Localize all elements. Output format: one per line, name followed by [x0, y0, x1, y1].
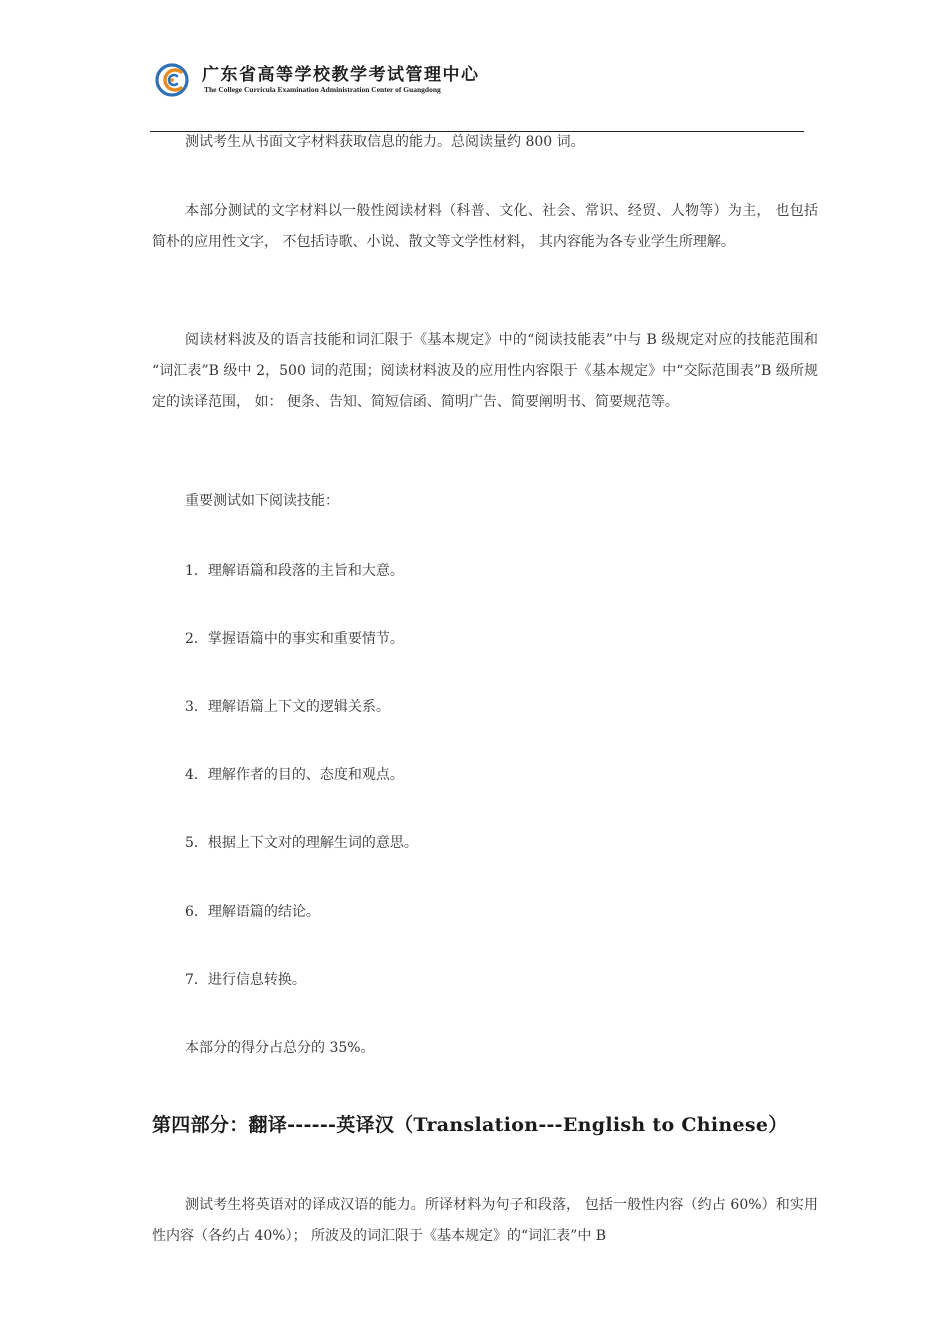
organization-name-en: The College Curricula Examination Administration Center of Guangdong [204, 85, 441, 94]
paragraph-reading-scope: 阅读材料波及的语言技能和词汇限于《基本规定》中的“阅读技能表”中与 B 级规定对应的技能范围和 “词汇表”B 级中 2，500 词的范围；阅读材料波及的应用性内容限于《基本规定》中“交际范围表”B 级所规定的读译范围， 如： 便条、告知、简短信函、简明广告、简要阐明书、简要规范等。 [152, 332, 818, 410]
letterhead [150, 58, 810, 108]
skill-list-item: 7．进行信息转换。 [185, 972, 306, 988]
skill-list-item: 5．根据上下文对的理解生词的意思。 [185, 835, 418, 851]
paragraph-reading-materials: 本部分测试的文字材料以一般性阅读材料（科普、文化、社会、常识、经贸、人物等）为主， 也包括简朴的应用性文字， 不包括诗歌、小说、散文等文学性材料， 其内容能为各专业学生所理解。 [152, 203, 818, 250]
section-heading-translation: 第四部分：翻译------英译汉（Translation---English to Chinese） [152, 1114, 788, 1136]
organization-name-cn: 广东省高等学校教学考试管理中心 [202, 65, 480, 85]
skill-list-item: 2．掌握语篇中的事实和重要情节。 [185, 631, 404, 647]
skill-list-item: 4．理解作者的目的、态度和观点。 [185, 767, 404, 783]
paragraph-score-weight: 本部分的得分占总分的 35%。 [185, 1040, 375, 1056]
skill-list-item: 1．理解语篇和段落的主旨和大意。 [185, 563, 404, 579]
paragraph-reading-ability: 测试考生从书面文字材料获取信息的能力。总阅读量约 800 词。 [185, 134, 585, 150]
skill-list-item: 6．理解语篇的结论。 [185, 904, 320, 920]
paragraph-translation-description: 测试考生将英语对的译成汉语的能力。所译材料为句子和段落， 包括一般性内容（约占 60%）和实用性内容（各约占 40%）； 所波及的词汇限于《基本规定》的“词汇表”中 B [152, 1197, 818, 1244]
exam-center-logo-icon [154, 62, 190, 98]
paragraph-skills-intro: 重要测试如下阅读技能： [185, 493, 339, 509]
skill-list-item: 3．理解语篇上下文的逻辑关系。 [185, 699, 390, 715]
